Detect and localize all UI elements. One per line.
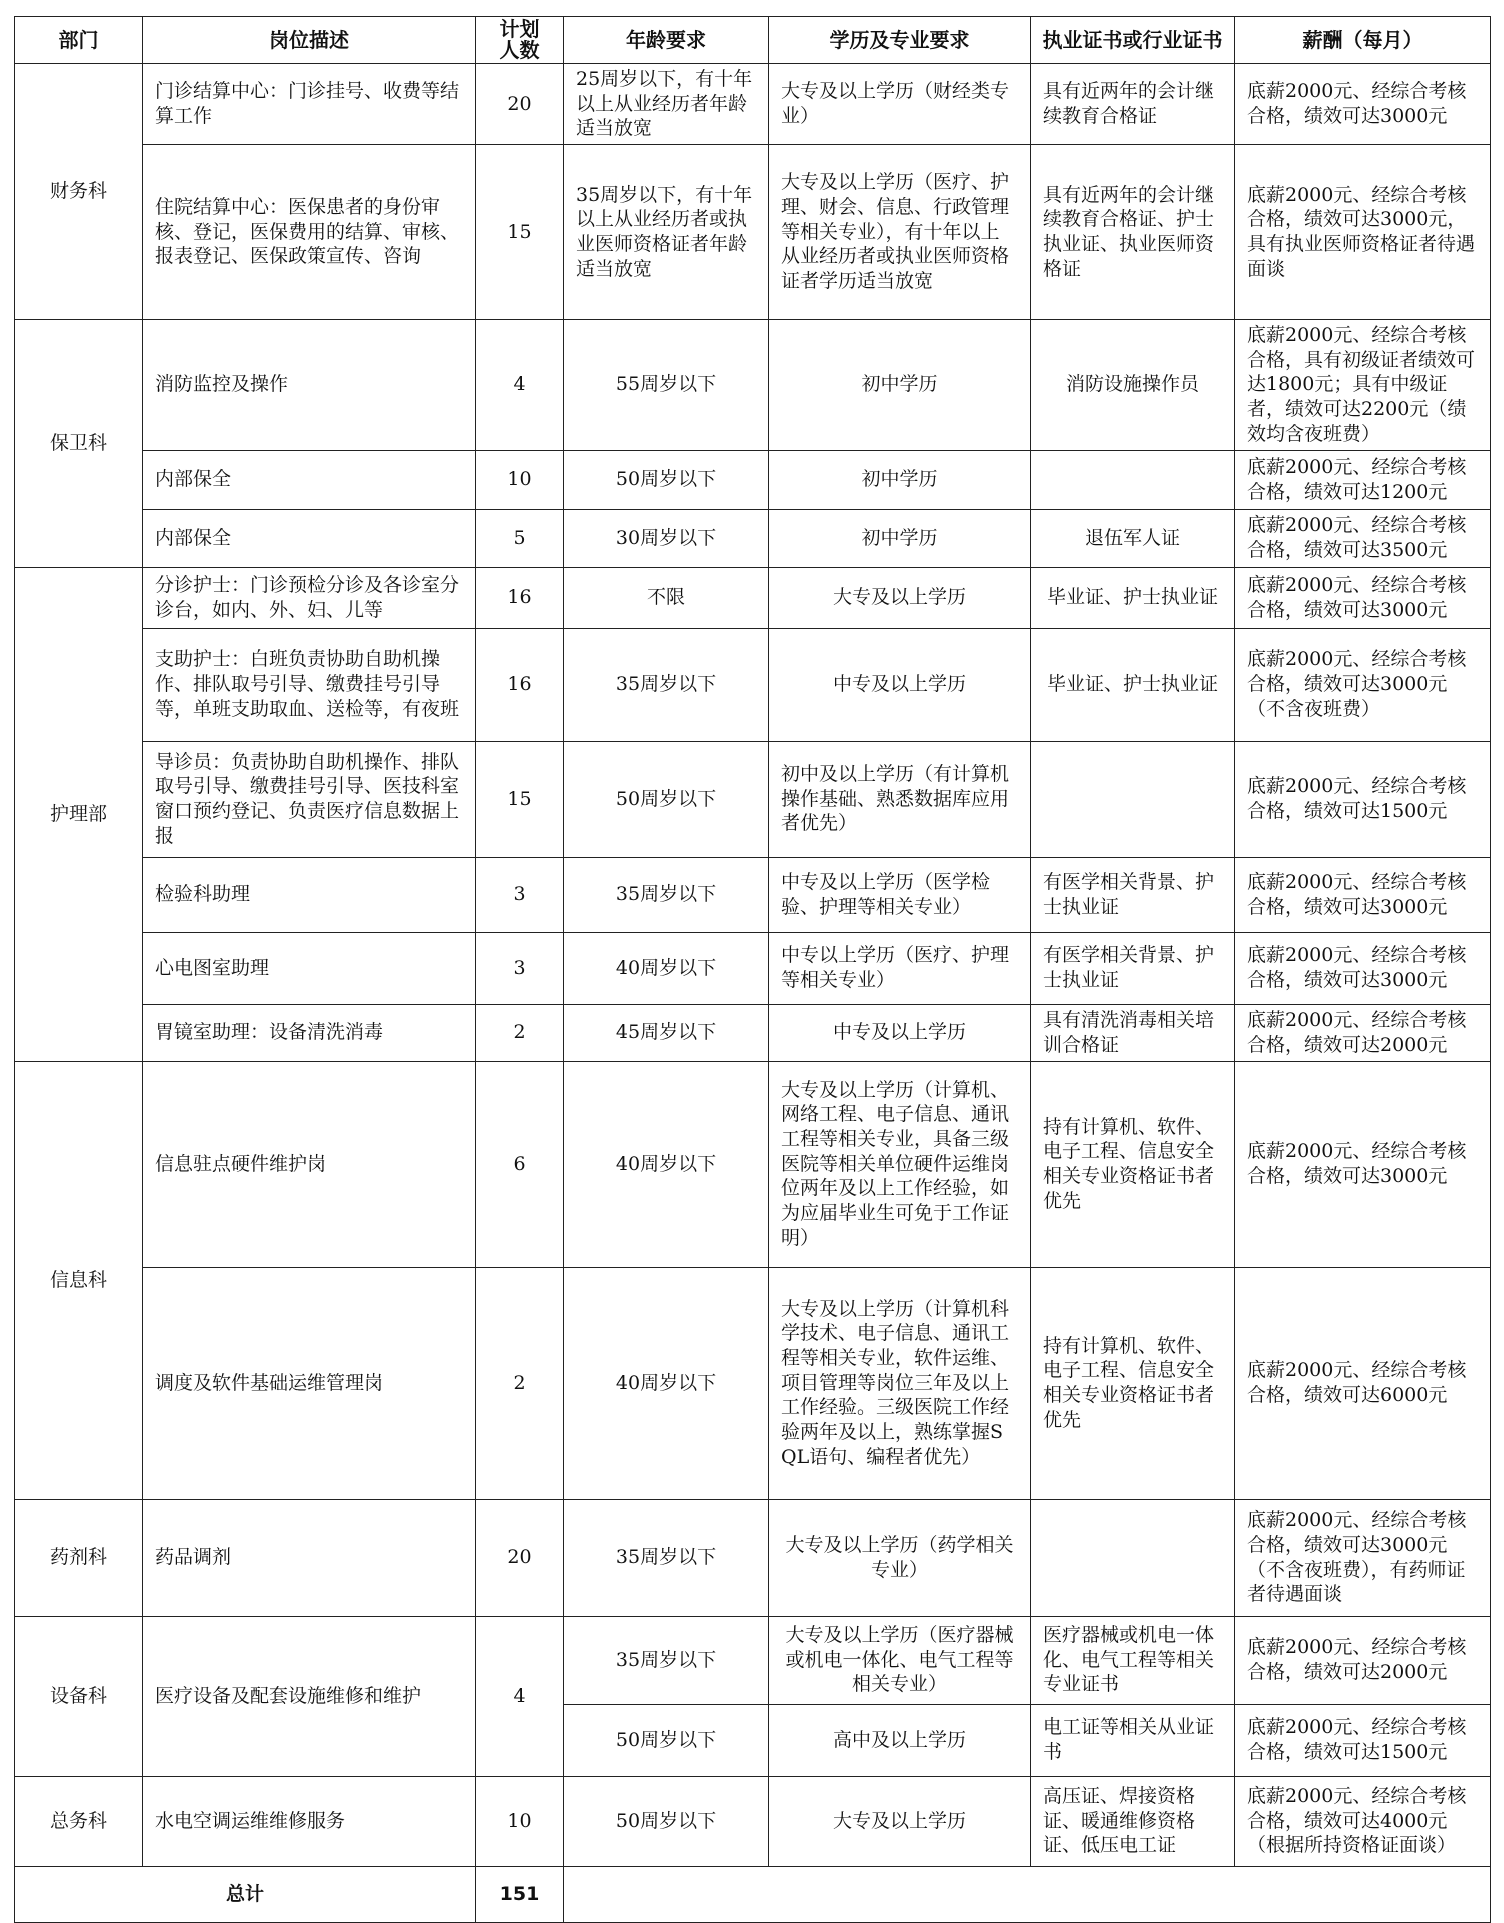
desc-cell: 分诊护士：门诊预检分诊及各诊室分诊台，如内、外、妇、儿等 xyxy=(143,567,476,628)
count-cell: 3 xyxy=(476,857,564,932)
desc-cell: 检验科助理 xyxy=(143,857,476,932)
desc-cell: 药品调剂 xyxy=(143,1499,476,1616)
edu-cell: 大专及以上学历（医疗器械或机电一体化、电气工程等相关专业） xyxy=(769,1616,1031,1704)
age-cell: 35周岁以下 xyxy=(564,628,769,741)
desc-cell: 心电图室助理 xyxy=(143,932,476,1004)
table-row xyxy=(15,628,1491,741)
table-row xyxy=(15,145,1491,320)
dept-cell-equipment: 设备科 xyxy=(15,1616,143,1776)
table-row xyxy=(15,741,1491,857)
edu-cell: 中专及以上学历 xyxy=(769,1004,1031,1061)
count-cell: 10 xyxy=(476,1776,564,1866)
cert-cell: 持有计算机、软件、电子工程、信息安全相关专业资格证书者优先 xyxy=(1031,1267,1235,1499)
edu-cell: 大专及以上学历（药学相关专业） xyxy=(769,1499,1031,1616)
age-cell: 30周岁以下 xyxy=(564,509,769,567)
salary-cell: 底薪2000元、经综合考核合格，绩效可达3000元 xyxy=(1235,932,1491,1004)
salary-cell: 底薪2000元、经综合考核合格，具有初级证者绩效可达1800元；具有中级证者，绩效可达2200元（绩效均含夜班费） xyxy=(1235,320,1491,450)
edu-cell: 大专及以上学历（医疗、护理、财会、信息、行政管理等相关专业），有十年以上从业经历者或执业医师资格证者学历适当放宽 xyxy=(769,145,1031,320)
age-cell: 25周岁以下，有十年以上从业经历者年龄适当放宽 xyxy=(564,64,769,145)
desc-cell: 胃镜室助理：设备清洗消毒 xyxy=(143,1004,476,1061)
desc-cell: 支助护士：白班负责协助自助机操作、排队取号引导、缴费挂号引导等，单班支助取血、送检等，有夜班 xyxy=(143,628,476,741)
salary-cell: 底薪2000元、经综合考核合格，绩效可达1200元 xyxy=(1235,450,1491,509)
cert-cell: 具有近两年的会计继续教育合格证、护士执业证、执业医师资格证 xyxy=(1031,145,1235,320)
dept-cell-it: 信息科 xyxy=(15,1061,143,1499)
table-row xyxy=(15,1499,1491,1616)
salary-cell: 底薪2000元、经综合考核合格，绩效可达2000元 xyxy=(1235,1004,1491,1061)
age-cell: 50周岁以下 xyxy=(564,1776,769,1866)
salary-cell: 底薪2000元、经综合考核合格，绩效可达1500元 xyxy=(1235,741,1491,857)
cert-cell: 有医学相关背景、护士执业证 xyxy=(1031,932,1235,1004)
desc-cell: 信息驻点硬件维护岗 xyxy=(143,1061,476,1267)
salary-cell: 底薪2000元、经综合考核合格，绩效可达3000元 xyxy=(1235,64,1491,145)
salary-cell: 底薪2000元、经综合考核合格，绩效可达3000元（不含夜班费），有药师证者待遇面谈 xyxy=(1235,1499,1491,1616)
recruitment-table xyxy=(14,16,1491,1923)
table-row xyxy=(15,1776,1491,1866)
header-cert: 执业证书或行业证书 xyxy=(1031,17,1235,64)
edu-cell: 初中及以上学历（有计算机操作基础、熟悉数据库应用者优先） xyxy=(769,741,1031,857)
count-cell: 15 xyxy=(476,741,564,857)
table-row xyxy=(15,64,1491,145)
table-row xyxy=(15,1004,1491,1061)
salary-cell: 底薪2000元、经综合考核合格，绩效可达3000元 xyxy=(1235,567,1491,628)
count-cell: 15 xyxy=(476,145,564,320)
age-cell: 40周岁以下 xyxy=(564,1061,769,1267)
age-cell: 35周岁以下，有十年以上从业经历者或执业医师资格证者年龄适当放宽 xyxy=(564,145,769,320)
count-cell: 20 xyxy=(476,64,564,145)
desc-cell: 内部保全 xyxy=(143,450,476,509)
desc-cell: 内部保全 xyxy=(143,509,476,567)
age-cell: 50周岁以下 xyxy=(564,1704,769,1776)
count-cell: 6 xyxy=(476,1061,564,1267)
cert-cell: 医疗器械或机电一体化、电气工程等相关专业证书 xyxy=(1031,1616,1235,1704)
salary-cell: 底薪2000元、经综合考核合格，绩效可达4000元（根据所持资格证面谈） xyxy=(1235,1776,1491,1866)
total-count: 151 xyxy=(476,1866,564,1922)
cert-cell xyxy=(1031,450,1235,509)
edu-cell: 大专及以上学历（计算机、网络工程、电子信息、通讯工程等相关专业，具备三级医院等相关单位硬件运维岗位两年及以上工作经验，如为应届毕业生可免于工作证明） xyxy=(769,1061,1031,1267)
cert-cell: 具有清洗消毒相关培训合格证 xyxy=(1031,1004,1235,1061)
cert-cell: 毕业证、护士执业证 xyxy=(1031,628,1235,741)
header-row xyxy=(15,17,1491,64)
cert-cell: 消防设施操作员 xyxy=(1031,320,1235,450)
count-cell: 2 xyxy=(476,1004,564,1061)
edu-cell: 高中及以上学历 xyxy=(769,1704,1031,1776)
count-cell: 2 xyxy=(476,1267,564,1499)
cert-cell: 高压证、焊接资格证、暖通维修资格证、低压电工证 xyxy=(1031,1776,1235,1866)
header-salary: 薪酬（每月） xyxy=(1235,17,1491,64)
table-row xyxy=(15,567,1491,628)
cert-cell: 毕业证、护士执业证 xyxy=(1031,567,1235,628)
age-cell: 35周岁以下 xyxy=(564,1616,769,1704)
total-row xyxy=(15,1866,1491,1922)
salary-cell: 底薪2000元、经综合考核合格，绩效可达6000元 xyxy=(1235,1267,1491,1499)
age-cell: 35周岁以下 xyxy=(564,1499,769,1616)
cert-cell: 具有近两年的会计继续教育合格证 xyxy=(1031,64,1235,145)
edu-cell: 初中学历 xyxy=(769,509,1031,567)
table-row xyxy=(15,932,1491,1004)
desc-cell: 水电空调运维维修服务 xyxy=(143,1776,476,1866)
header-count: 计划 人数 xyxy=(476,17,564,64)
edu-cell: 大专及以上学历 xyxy=(769,567,1031,628)
desc-cell: 医疗设备及配套设施维修和维护 xyxy=(143,1616,476,1776)
desc-cell: 导诊员：负责协助自助机操作、排队取号引导、缴费挂号引导、医技科室窗口预约登记、负责医疗信息数据上报 xyxy=(143,741,476,857)
salary-cell: 底薪2000元、经综合考核合格，绩效可达3000元，具有执业医师资格证者待遇面谈 xyxy=(1235,145,1491,320)
count-cell: 4 xyxy=(476,320,564,450)
cert-cell: 持有计算机、软件、电子工程、信息安全相关专业资格证书者优先 xyxy=(1031,1061,1235,1267)
header-desc: 岗位描述 xyxy=(143,17,476,64)
salary-cell: 底薪2000元、经综合考核合格，绩效可达1500元 xyxy=(1235,1704,1491,1776)
edu-cell: 中专及以上学历（医学检验、护理等相关专业） xyxy=(769,857,1031,932)
header-edu: 学历及专业要求 xyxy=(769,17,1031,64)
salary-cell: 底薪2000元、经综合考核合格，绩效可达3000元 xyxy=(1235,857,1491,932)
desc-cell: 住院结算中心：医保患者的身份审核、登记，医保费用的结算、审核、报表登记、医保政策宣传、咨询 xyxy=(143,145,476,320)
dept-cell-pharmacy: 药剂科 xyxy=(15,1499,143,1616)
table-row xyxy=(15,450,1491,509)
dept-cell-nursing: 护理部 xyxy=(15,567,143,1061)
edu-cell: 中专以上学历（医疗、护理等相关专业） xyxy=(769,932,1031,1004)
total-label: 总计 xyxy=(15,1866,476,1922)
dept-cell-security: 保卫科 xyxy=(15,320,143,567)
age-cell: 40周岁以下 xyxy=(564,932,769,1004)
age-cell: 35周岁以下 xyxy=(564,857,769,932)
count-cell: 5 xyxy=(476,509,564,567)
salary-cell: 底薪2000元、经综合考核合格，绩效可达3000元 xyxy=(1235,1061,1491,1267)
salary-cell: 底薪2000元、经综合考核合格，绩效可达2000元 xyxy=(1235,1616,1491,1704)
desc-cell: 门诊结算中心：门诊挂号、收费等结算工作 xyxy=(143,64,476,145)
desc-cell: 调度及软件基础运维管理岗 xyxy=(143,1267,476,1499)
age-cell: 45周岁以下 xyxy=(564,1004,769,1061)
table-row xyxy=(15,1616,1491,1704)
header-age: 年龄要求 xyxy=(564,17,769,64)
edu-cell: 中专及以上学历 xyxy=(769,628,1031,741)
edu-cell: 初中学历 xyxy=(769,320,1031,450)
age-cell: 不限 xyxy=(564,567,769,628)
age-cell: 40周岁以下 xyxy=(564,1267,769,1499)
table-row xyxy=(15,320,1491,450)
table-row xyxy=(15,857,1491,932)
table-row xyxy=(15,1267,1491,1499)
age-cell: 50周岁以下 xyxy=(564,450,769,509)
cert-cell xyxy=(1031,741,1235,857)
count-cell: 3 xyxy=(476,932,564,1004)
cert-cell xyxy=(1031,1499,1235,1616)
total-empty-cell xyxy=(564,1866,1491,1922)
table-row xyxy=(15,1061,1491,1267)
edu-cell: 大专及以上学历（财经类专业） xyxy=(769,64,1031,145)
salary-cell: 底薪2000元、经综合考核合格，绩效可达3500元 xyxy=(1235,509,1491,567)
edu-cell: 初中学历 xyxy=(769,450,1031,509)
age-cell: 55周岁以下 xyxy=(564,320,769,450)
edu-cell: 大专及以上学历（计算机科学技术、电子信息、通讯工程等相关专业，软件运维、项目管理等岗位三年及以上工作经验。三级医院工作经验两年及以上，熟练掌握SQL语句、编程者优先） xyxy=(769,1267,1031,1499)
cert-cell: 电工证等相关从业证书 xyxy=(1031,1704,1235,1776)
edu-cell: 大专及以上学历 xyxy=(769,1776,1031,1866)
count-cell: 16 xyxy=(476,628,564,741)
cert-cell: 有医学相关背景、护士执业证 xyxy=(1031,857,1235,932)
header-dept: 部门 xyxy=(15,17,143,64)
desc-cell: 消防监控及操作 xyxy=(143,320,476,450)
count-cell: 4 xyxy=(476,1616,564,1776)
age-cell: 50周岁以下 xyxy=(564,741,769,857)
cert-cell: 退伍军人证 xyxy=(1031,509,1235,567)
dept-cell-finance: 财务科 xyxy=(15,64,143,320)
count-cell: 20 xyxy=(476,1499,564,1616)
count-cell: 16 xyxy=(476,567,564,628)
dept-cell-general: 总务科 xyxy=(15,1776,143,1866)
table-row xyxy=(15,509,1491,567)
count-cell: 10 xyxy=(476,450,564,509)
salary-cell: 底薪2000元、经综合考核合格，绩效可达3000元（不含夜班费） xyxy=(1235,628,1491,741)
